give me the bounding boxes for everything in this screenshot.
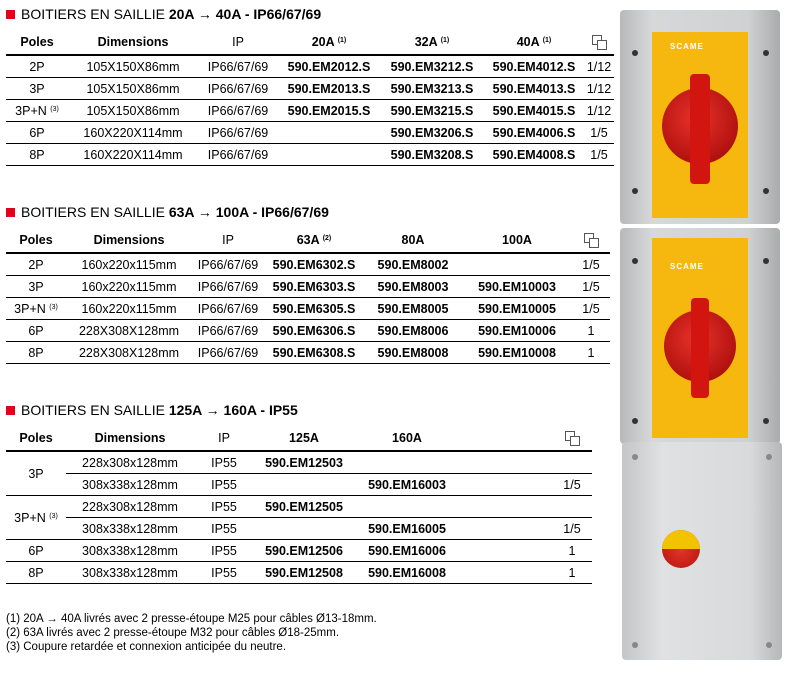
red-square-icon: [6, 10, 15, 19]
footnotes: [6, 612, 377, 654]
footnote-2: (2) 63A livrés avec 2 presse-étoupe M32 pour câbles Ø18-25mm.: [6, 627, 340, 639]
section-title: BOITIERS EN SAILLIE 20A → 40A - IP66/67/69: [6, 4, 614, 24]
table-header: Poles Dimensions IP 125A 160A: [6, 426, 592, 451]
table-row: 3P+N $^{(3)}$ 105X150X86mm IP66/67/69 590.EM2015.S 590.EM3215.S 590.EM4015.S 1/12: [6, 100, 614, 122]
table-header: Poles Dimensions IP 63A $^{(2)}$ 80A 100A: [6, 228, 610, 253]
table-row: 6P 228X308X128mm IP66/67/69 590.EM6306.S 590.EM8006 590.EM10006 1: [6, 320, 610, 342]
table-row: 6P 308x338x128mm IP55 590.EM12506 590.EM16006 1: [6, 540, 592, 562]
brand-logo: SCAME: [670, 262, 704, 271]
pallet-icon: [565, 431, 579, 445]
table-row: 6P 160X220X114mm IP66/67/69 590.EM3206.S 590.EM4006.S 1/5: [6, 122, 614, 144]
table-row: 8P 160X220X114mm IP66/67/69 590.EM3208.S 590.EM4008.S 1/5: [6, 144, 614, 166]
section-20-40a: [6, 4, 614, 166]
table-row: 8P 228X308X128mm IP66/67/69 590.EM6308.S 590.EM8008 590.EM10008 1: [6, 342, 610, 364]
pallet-icon: [592, 35, 606, 49]
table-row: 8P 308x338x128mm IP55 590.EM12508 590.EM16008 1: [6, 562, 592, 584]
table-row: 2P 105X150X86mm IP66/67/69 590.EM2012.S 590.EM3212.S 590.EM4012.S 1/12: [6, 55, 614, 78]
red-square-icon: [6, 406, 15, 415]
table-63-100a: [6, 228, 610, 364]
table-row: 3P+N $^{(3)}$ 160x220x115mm IP66/67/69 590.EM6305.S 590.EM8005 590.EM10005 1/5: [6, 298, 610, 320]
table-row: 308x338x128mm IP55 590.EM16003 1/5: [6, 474, 592, 496]
section-title: BOITIERS EN SAILLIE 125A → 160A - IP55: [6, 400, 592, 420]
section-63-100a: [6, 202, 610, 364]
section-125-160a: [6, 400, 592, 584]
product-image-20-40a: [620, 10, 780, 224]
product-image-125-160a: [622, 442, 782, 660]
rotary-switch-handle: [691, 298, 709, 398]
brand-logo: SCAME: [670, 42, 704, 51]
table-row: 3P+N $^{(3)}$ 228x308x128mm IP55 590.EM12505: [6, 496, 592, 518]
footnote-1: (1) 20A → 40A livrés avec 2 presse-étoupe M25 pour câbles Ø13-18mm.: [6, 613, 377, 625]
table-row: 2P 160x220x115mm IP66/67/69 590.EM6302.S 590.EM8002 1/5: [6, 253, 610, 276]
red-square-icon: [6, 208, 15, 217]
table-row: 3P 228x308x128mm IP55 590.EM12503: [6, 451, 592, 474]
table-125-160a: [6, 426, 592, 584]
rotary-switch-handle: [690, 74, 710, 184]
pallet-icon: [584, 233, 598, 247]
table-row: 3P 105X150X86mm IP66/67/69 590.EM2013.S 590.EM3213.S 590.EM4013.S 1/12: [6, 78, 614, 100]
section-title: BOITIERS EN SAILLIE 63A → 100A - IP66/67/69: [6, 202, 610, 222]
table-row: 308x338x128mm IP55 590.EM16005 1/5: [6, 518, 592, 540]
table-header: Poles Dimensions IP 20A $^{(1)}$ 32A $^{(1)}$ 40A $^{(1)}$: [6, 30, 614, 55]
table-row: 3P 160x220x115mm IP66/67/69 590.EM6303.S 590.EM8003 590.EM10003 1/5: [6, 276, 610, 298]
table-20-40a: [6, 30, 614, 166]
footnote-3: (3) Coupure retardée et connexion anticipée du neutre.: [6, 641, 287, 653]
product-image-63-100a: [620, 228, 780, 444]
